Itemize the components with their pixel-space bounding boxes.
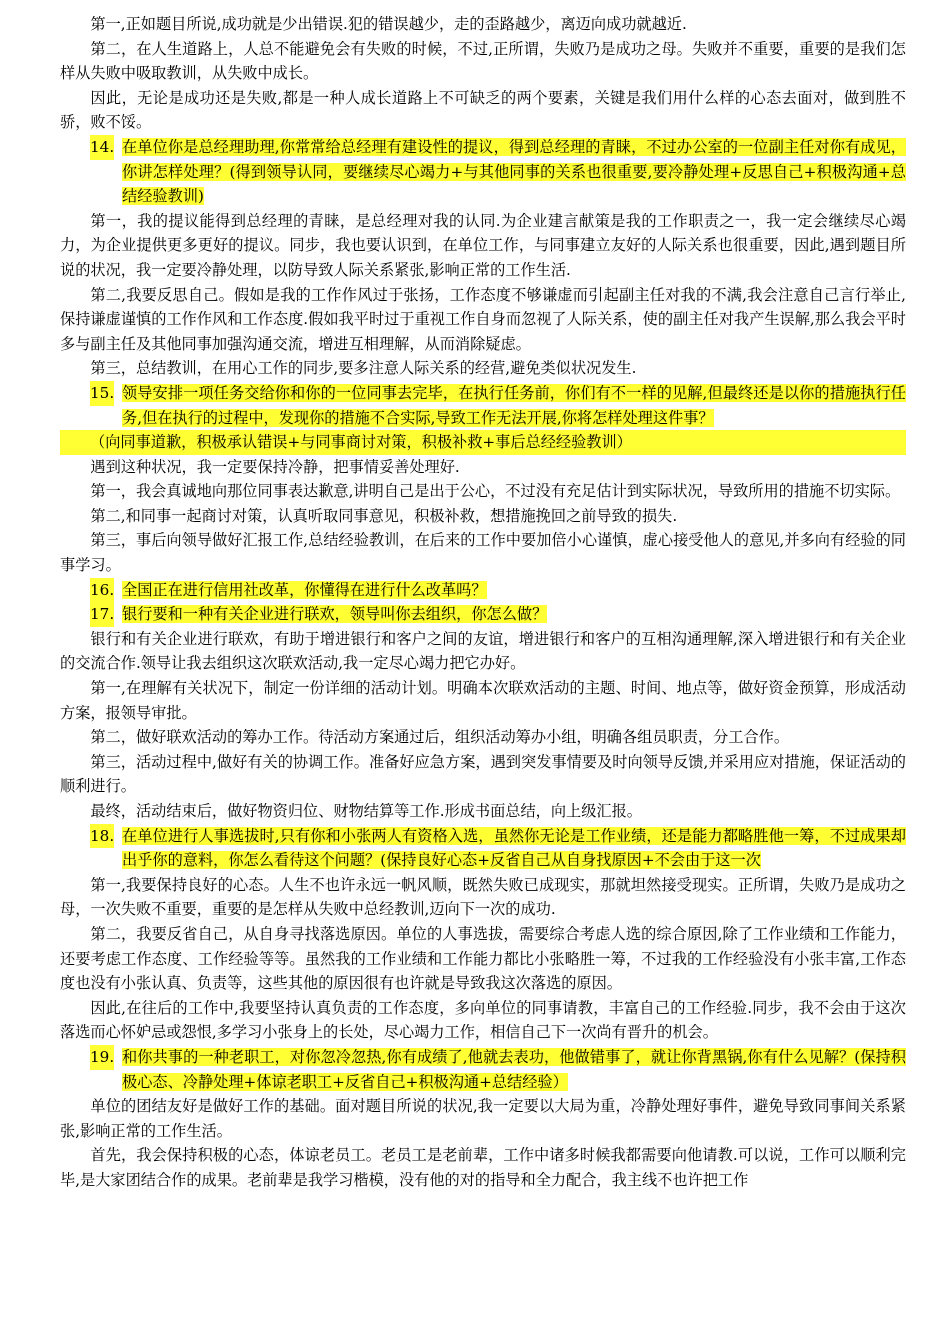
paragraph: 单位的团结友好是做好工作的基础。面对题目所说的状况,我一定要以大局为重，冷静处理好事件，避免导致同事间关系紧张,影响正常的工作生活。 xyxy=(60,1097,906,1140)
paragraph: 第三，总结教训，在用心工作的同步,要多注意人际关系的经营,避免类似状况发生. xyxy=(90,359,637,378)
paragraph: 第二，在人生道路上，人总不能避免会有失败的时候，不过,正所谓，失败乃是成功之母。失败并不重要，重要的是我们怎样从失败中吸取教训，从失败中成长。 xyxy=(60,39,906,83)
paragraph: 第一，我会真诚地向那位同事表达歉意,讲明自己是出于公心，不过没有充足估计到实际状况，导致所用的措施不切实际。 xyxy=(90,482,901,501)
question-text: 全国正在进行信用社改革，你懂得在进行什么改革吗？ xyxy=(122,580,487,599)
question-number: 16. xyxy=(90,578,114,603)
paragraph: 第一,在理解有关状况下，制定一份详细的活动计划。明确本次联欢活动的主题、时间、地点等，做好资金预算，形成活动方案，报领导审批。 xyxy=(60,679,906,722)
paragraph: 遇到这种状况，我一定要保持冷静，把事情妥善处理好. xyxy=(90,457,460,476)
paragraph: 第一,正如题目所说,成功就是少出错误.犯的错误越少，走的歪路越少，离迈向成功就越近. xyxy=(90,15,687,33)
question-16 xyxy=(60,578,906,603)
paragraph: 第二,和同事一起商讨对策，认真听取同事意见，积极补救，想措施挽回之前导致的损失. xyxy=(90,506,678,525)
paragraph: 因此，无论是成功还是失败,都是一种人成长道路上不可缺乏的两个要素，关键是我们用什么样的心态去面对，做到胜不骄，败不馁。 xyxy=(60,88,906,132)
question-15 xyxy=(60,381,906,430)
question-text: 在单位进行人事选拔时,只有你和小张两人有资格入选，虽然你无论是工作业绩，还是能力都略胜他一筹，不过成果却出乎你的意料，你怎么看待这个问题？(保持良好心态+反省自己从自身找原因+不会由于这一次 xyxy=(122,826,906,870)
question-number: 18. xyxy=(90,824,114,849)
paragraph: 第一，我的提议能得到总经理的青睐，是总经理对我的认同.为企业建言献策是我的工作职责之一，我一定会继续尽心竭力，为企业提供更多更好的提议。同步，我也要认识到，在单位工作，与同事建立友好的人际关系也很重要，因此,遇到题目所说的状况，我一定要冷静处理，以防导致人际关系紧张,影响正常的工作生活. xyxy=(60,211,906,279)
paragraph: 第二，做好联欢活动的筹办工作。待活动方案通过后，组织活动筹办小组，明确各组员职责，分工合作。 xyxy=(90,728,790,747)
question-17 xyxy=(60,602,906,627)
paragraph: 银行和有关企业进行联欢，有助于增进银行和客户之间的友谊，增进银行和客户的互相沟通理解,深入增进银行和有关企业的交流合作.领导让我去组织这次联欢活动,我一定尽心竭力把它办好。 xyxy=(60,629,906,673)
question-text: 银行要和一种有关企业进行联欢，领导叫你去组织，你怎么做？ xyxy=(122,605,548,624)
paragraph: 最终，活动结束后，做好物资归位、财物结算等工作.形成书面总结，向上级汇报。 xyxy=(90,802,642,820)
paragraph: 第二，我要反省自己，从自身寻找落选原因。单位的人事选拔，需要综合考虑人选的综合原因,除了工作业绩和工作能力，还要考虑工作态度、工作经验等等。虽然我的工作业绩和工作能力都比小张略胜一筹，不过我的工作经验没有小张丰富,工作态度也没有小张认真、负责等，这些其他的原因很有也许就是导致我这次落选的原因。 xyxy=(60,924,906,993)
question-number: 17. xyxy=(90,602,114,627)
question-text: 和你共事的一种老职工，对你忽冷忽热,你有成绩了,他就去表功，他做错事了，就让你背黑锅,你有什么见解？(保持积极心态、冷静处理+体谅老职工+反省自己+积极沟通+总结经验） xyxy=(122,1047,906,1091)
question-text: 在单位你是总经理助理,你常常给总经理有建设性的提议，得到总经理的青睐，不过办公室的一位副主任对你有成见，你讲怎样处理？(得到领导认同，要继续尽心竭力+与其他同事的关系也很重要,要冷静处理+反思自己+积极沟通+总结经验教训) xyxy=(122,137,906,206)
paragraph: 第三，活动过程中,做好有关的协调工作。准备好应急方案，遇到突发事情要及时向领导反馈,并采用应对措施，保证活动的顺利进行。 xyxy=(60,752,906,796)
paragraph: 首先，我会保持积极的心态，体谅老员工。老员工是老前辈，工作中诸多时候我都需要向他请教.可以说，工作可以顺利完毕,是大家团结合作的成果。老前辈是我学习楷模，没有他的对的指导和全力配合，我主线不也许把工作 xyxy=(60,1146,906,1189)
question-text: 领导安排一项任务交给你和你的一位同事去完毕，在执行任务前，你们有不一样的见解,但最终还是以你的措施执行任务,但在执行的过程中，发现你的措施不合实际,导致工作无法开展,你将怎样处理这件事？ xyxy=(122,383,906,427)
question-19 xyxy=(60,1045,906,1094)
paragraph: 第二,我要反思自己。假如是我的工作作风过于张扬，工作态度不够谦虚而引起副主任对我的不满,我会注意自己言行举止,保持谦虚谨慎的工作作风和工作态度.假如我平时过于重视工作自身而忽视了人际关系，使的副主任对我产生误解,那么我会平时多与副主任及其他同事加强沟通交流，增进互相理解，从而消除疑虑。 xyxy=(60,285,906,353)
question-18 xyxy=(60,824,906,873)
paragraph: 第一,我要保持良好的心态。人生不也许永远一帆风顺，既然失败已成现实，那就坦然接受现实。正所谓，失败乃是成功之母，一次失败不重要，重要的是怎样从失败中总经教训,迈向下一次的成功. xyxy=(60,875,906,919)
question-number: 19. xyxy=(90,1045,114,1070)
paragraph: 因此,在往后的工作中,我要坚持认真负责的工作态度，多向单位的同事请教，丰富自己的工作经验.同步，我不会由于这次落选而心怀妒忌或怨恨,多学习小张身上的长处，尽心竭力工作，相信自己下一次尚有晋升的机会。 xyxy=(60,998,906,1042)
paragraph: 第三，事后向领导做好汇报工作,总结经验教训，在后来的工作中要加倍小心谨慎，虚心接受他人的意见,并多向有经验的同事学习。 xyxy=(60,531,906,575)
question-14 xyxy=(60,135,906,209)
question-number: 15. xyxy=(90,381,114,406)
question-hint: （向同事道歉，积极承认错误+与同事商讨对策，积极补救+事后总经经验教训） xyxy=(60,430,906,455)
question-number: 14. xyxy=(90,135,114,160)
